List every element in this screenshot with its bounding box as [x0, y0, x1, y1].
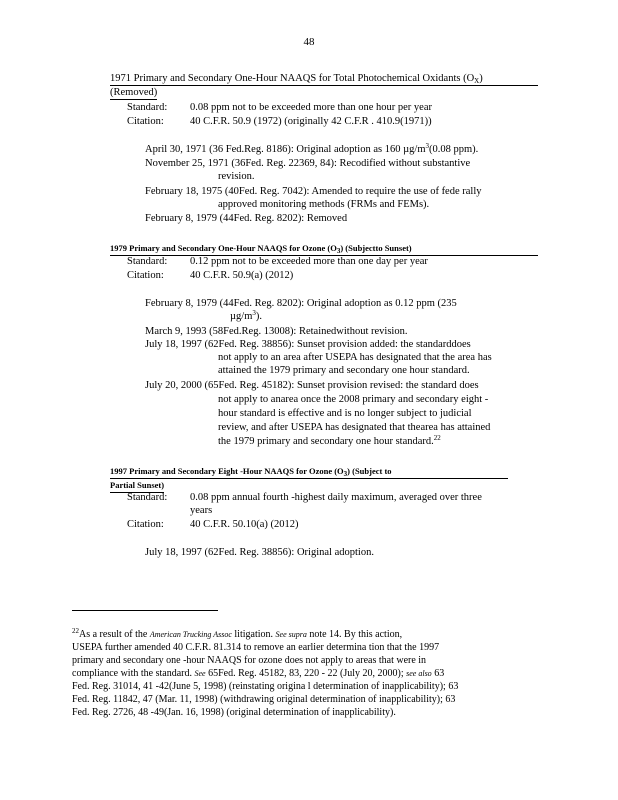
section2-history-item: February 8, 1979 (44Fed. Reg. 8202): Original adoption as 0.12 ppm (235 — [145, 298, 457, 309]
section1-history-item: February 8, 1979 (44Fed. Reg. 8202): Removed — [145, 213, 348, 224]
section1-history-cont: revision. — [218, 171, 255, 182]
footnote-text: compliance with the standard. — [72, 668, 195, 679]
section2-standard-value: 0.12 ppm not to be exceeded more than one day per year — [190, 256, 428, 267]
history-sup: 3 — [252, 309, 256, 317]
section3-heading-sub: 3 — [343, 470, 348, 478]
section2-history-cont: not apply to an area after USEPA has designated that the area has — [218, 352, 492, 363]
footnote-line: Fed. Reg. 2726, 48 -49(Jan. 16, 1998) (original determination of inapplicability). — [72, 707, 396, 718]
footnote-line: USEPA further amended 40 C.F.R. 81.314 to remove an earlier determina tion that the 1997 — [72, 642, 440, 653]
history-tail: ). — [255, 311, 263, 322]
section1-standard-value: 0.08 ppm not to be exceeded more than one hour per year — [190, 102, 432, 113]
footnote-italic: American Trucking Assoc — [149, 630, 232, 639]
section3-heading-text: 1997 Primary and Secondary Eight -Hour NAAQS for Ozone (O — [110, 466, 344, 476]
footnote-line: Fed. Reg. 31014, 41 -42(June 5, 1998) (reinstating origina l determination of inapplicability); 63 — [72, 681, 459, 692]
history-sup: 3 — [425, 142, 429, 150]
footnote-text: As a result of the — [79, 629, 150, 640]
section2-history-item: July 18, 1997 (62Fed. Reg. 38856): Sunset provision added: the standarddoes — [145, 339, 471, 350]
footnote-line — [72, 628, 542, 641]
section3-standard-label: Standard: — [127, 492, 168, 503]
section2-history-cont: not apply to anarea once the 2008 primary and secondary eight - — [218, 394, 489, 405]
section2-history-cont: review, and after USEPA has designated that thearea has attained — [218, 422, 491, 433]
section2-citation-label: Citation: — [127, 270, 164, 281]
section3-standard-value: 0.08 ppm annual fourth -highest daily maximum, averaged over three — [190, 492, 482, 503]
footnote-text: litigation. — [231, 629, 276, 640]
section1-citation-label: Citation: — [127, 116, 164, 127]
section1-heading-text: 1971 Primary and Secondary One-Hour NAAQS for Total Photochemical Oxidants (O — [110, 73, 475, 84]
section1-history-cont: approved monitoring methods (FRMs and FEMs). — [218, 199, 430, 210]
history-cont-text: the 1979 primary and secondary one hour standard. — [218, 436, 434, 447]
section1-citation-value: 40 C.F.R. 50.9 (1972) (originally 42 C.F.R . 410.9(1971)) — [190, 116, 432, 127]
section2-heading-text: 1979 Primary and Secondary One-Hour NAAQS for Ozone (O — [110, 243, 337, 253]
footnote-text: 63 — [431, 668, 445, 679]
section1-history-item — [145, 143, 478, 156]
section2-heading-sub: 3 — [336, 247, 341, 255]
footnote-line — [72, 667, 542, 680]
section1-heading-removed: (Removed) — [110, 87, 158, 98]
section2-history-item: July 20, 2000 (65Fed. Reg. 45182): Sunset provision revised: the standard does — [145, 380, 479, 391]
section1-standard-label: Standard: — [127, 102, 168, 113]
section3-heading — [110, 465, 508, 479]
section3-citation-label: Citation: — [127, 519, 164, 530]
footnote-line: primary and secondary one -hour NAAQS for ozone does not apply to areas that were in — [72, 655, 427, 666]
section1-heading-sub: X — [474, 77, 480, 85]
page-number: 48 — [303, 36, 315, 48]
section2-history-cont: attained the 1979 primary and secondary one hour standard. — [218, 365, 470, 376]
section1-heading — [110, 72, 538, 86]
section3-history-item: July 18, 1997 (62Fed. Reg. 38856): Original adoption. — [145, 547, 374, 558]
footnote-italic: See — [194, 669, 206, 678]
section1-heading-end: ) — [479, 73, 483, 84]
section2-history-cont — [218, 435, 441, 448]
section2-citation-value: 40 C.F.R. 50.9(a) (2012) — [190, 270, 294, 281]
section2-history-cont: hour standard is effective and is no longer subject to judicial — [218, 408, 472, 419]
footnote-italic: see also — [406, 669, 432, 678]
footnote-text: note 14. By this action, — [306, 629, 403, 640]
section2-heading — [110, 242, 538, 256]
section1-history-item: February 18, 1975 (40Fed. Reg. 7042): Amended to require the use of fede rally — [145, 186, 482, 197]
section3-citation-value: 40 C.F.R. 50.10(a) (2012) — [190, 519, 299, 530]
history-cont-text: µg/m — [230, 311, 253, 322]
footnote-separator — [72, 610, 218, 611]
section1-history-item: November 25, 1971 (36Fed. Reg. 22369, 84): Recodified without substantive — [145, 158, 471, 169]
history-tail: (0.08 ppm). — [428, 144, 479, 155]
footnote-ref: 22 — [433, 434, 441, 442]
footnote-text: 65Fed. Reg. 45182, 83, 220 - 22 (July 20, 2000); — [205, 668, 407, 679]
footnote-number: 22 — [72, 627, 79, 635]
footnote — [72, 628, 542, 719]
section2-history-item: March 9, 1993 (58Fed.Reg. 13008): Retainedwithout revision. — [145, 326, 408, 337]
section2-heading-end: ) (Subjectto Sunset) — [340, 243, 412, 253]
section3-standard-value-cont: years — [190, 505, 213, 516]
history-text: April 30, 1971 (36 Fed.Reg. 8186): Original adoption as 160 µg/m — [145, 144, 426, 155]
section2-standard-label: Standard: — [127, 256, 168, 267]
section2-history-cont — [230, 310, 262, 323]
footnote-italic: See supra — [275, 630, 307, 639]
section3-heading-end: ) (Subject to — [347, 466, 392, 476]
section3-heading-line2: Partial Sunset) — [110, 479, 164, 493]
footnote-line: Fed. Reg. 11842, 47 (Mar. 11, 1998) (withdrawing original determination of inapplicability); 63 — [72, 694, 456, 705]
